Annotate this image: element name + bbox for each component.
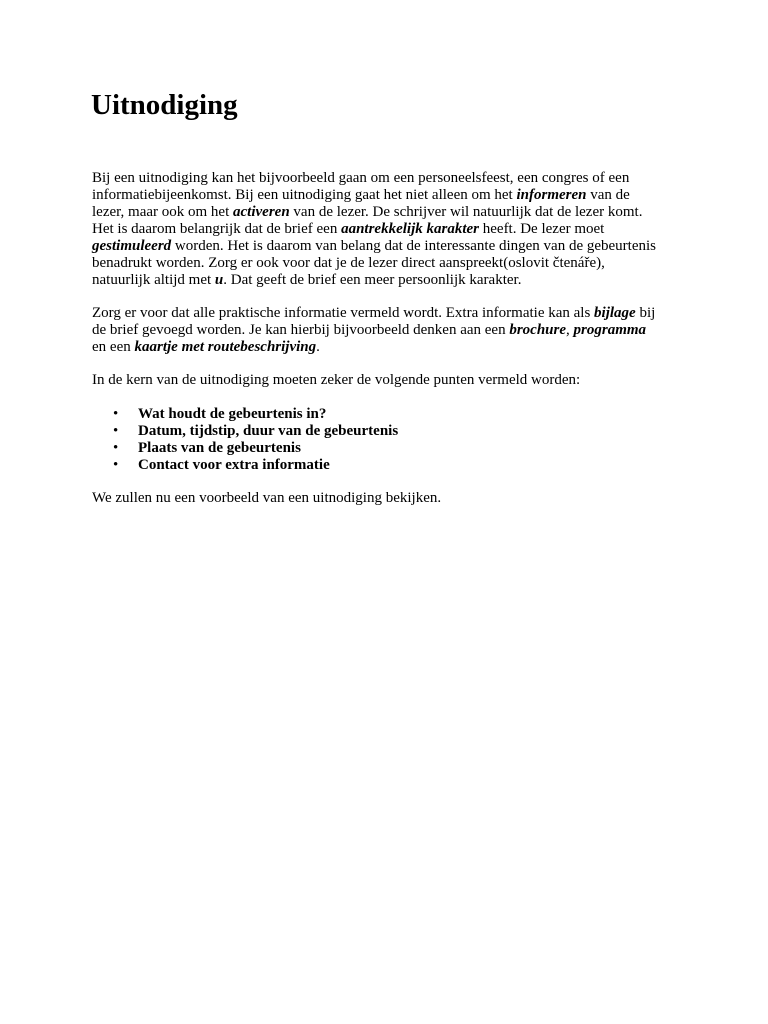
text-run: lezer, maar ook om het bbox=[92, 204, 234, 220]
text-run: , bbox=[566, 322, 574, 338]
paragraph-line: We zullen nu een voorbeeld van een uitnodiging bekijken. bbox=[92, 490, 442, 506]
paragraph-line bbox=[92, 272, 712, 289]
text-run: Bij een uitnodiging kan het bijvoorbeeld gaan om een personeelsfeest, een congres of een bbox=[92, 170, 630, 186]
bullet-icon: • bbox=[113, 457, 119, 473]
paragraph-line bbox=[92, 255, 712, 272]
list-item bbox=[92, 457, 398, 474]
emphasis-bijlage: bijlage bbox=[594, 305, 636, 321]
paragraph-line bbox=[92, 339, 712, 356]
text-run: informatiebijeenkomst. Bij een uitnodiging gaat het niet alleen om het bbox=[92, 187, 517, 203]
text-run: de brief gevoegd worden. Je kan hierbij bijvoorbeeld denken aan een bbox=[92, 322, 510, 338]
emphasis-programma: programma bbox=[573, 322, 647, 338]
text-run: en een bbox=[92, 339, 135, 355]
list-item bbox=[92, 440, 398, 457]
text-run: bij bbox=[635, 305, 656, 321]
emphasis-aantrekkelijk-karakter: aantrekkelijk karakter bbox=[341, 221, 479, 237]
bullet-icon: • bbox=[113, 406, 119, 422]
paragraph-line bbox=[92, 305, 712, 322]
paragraph-line bbox=[92, 187, 712, 204]
paragraph-line bbox=[92, 322, 712, 339]
key-points-list bbox=[92, 406, 398, 474]
text-run: van de bbox=[586, 187, 630, 203]
text-run: van de lezer. De schrijver wil natuurlijk dat de lezer komt. bbox=[289, 204, 643, 220]
page-title: Uitnodiging bbox=[91, 89, 238, 121]
paragraph-line bbox=[92, 170, 712, 187]
closing-paragraph bbox=[92, 490, 712, 507]
list-item-text: Contact voor extra informatie bbox=[138, 457, 330, 473]
list-item-text: Wat houdt de gebeurtenis in? bbox=[138, 406, 327, 422]
text-run: benadrukt worden. Zorg er ook voor dat je de lezer direct aanspreekt(oslovit čtenáře), bbox=[92, 255, 605, 271]
emphasis-activeren: activeren bbox=[233, 204, 290, 220]
bullet-icon: • bbox=[113, 423, 119, 439]
paragraph-line bbox=[92, 204, 712, 221]
bullet-icon: • bbox=[113, 440, 119, 456]
text-run: Zorg er voor dat alle praktische informatie vermeld wordt. Extra informatie kan als bbox=[92, 305, 595, 321]
emphasis-brochure: brochure bbox=[509, 322, 567, 338]
text-run: heeft. De lezer moet bbox=[479, 221, 605, 237]
emphasis-informeren: informeren bbox=[516, 187, 587, 203]
intro-paragraph bbox=[92, 170, 712, 289]
paragraph-line: In de kern van de uitnodiging moeten zeker de volgende punten vermeld worden: bbox=[92, 372, 581, 388]
paragraph-line bbox=[92, 221, 712, 238]
text-run: Het is daarom belangrijk dat de brief een bbox=[92, 221, 342, 237]
text-run: worden. Het is daarom van belang dat de interessante dingen van de gebeurtenis bbox=[171, 238, 657, 254]
text-run: natuurlijk altijd met bbox=[92, 272, 215, 288]
emphasis-u: u bbox=[214, 272, 224, 288]
paragraph-line bbox=[92, 238, 712, 255]
list-item-text: Datum, tijdstip, duur van de gebeurtenis bbox=[138, 423, 399, 439]
text-run: . bbox=[316, 339, 320, 355]
list-item-text: Plaats van de gebeurtenis bbox=[138, 440, 301, 456]
list-item bbox=[92, 406, 398, 423]
emphasis-kaartje: kaartje met routebeschrijving bbox=[134, 339, 317, 355]
list-item bbox=[92, 423, 398, 440]
emphasis-gestimuleerd: gestimuleerd bbox=[92, 238, 172, 254]
key-points-intro bbox=[92, 372, 712, 389]
practical-info-paragraph bbox=[92, 305, 712, 356]
text-run: . Dat geeft de brief een meer persoonlijk karakter. bbox=[223, 272, 522, 288]
